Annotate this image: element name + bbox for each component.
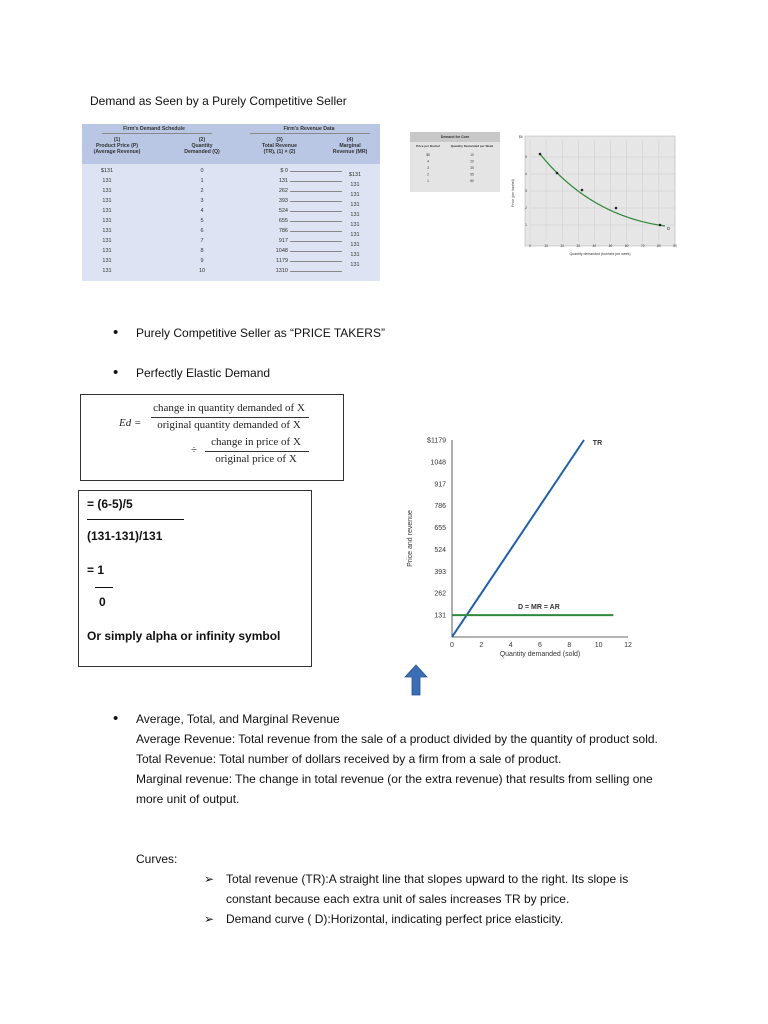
- table-bracket-line: [290, 221, 342, 222]
- corn-quantity-cell: 35: [470, 166, 474, 170]
- corn-price-cell: 4: [427, 159, 429, 164]
- tr-ytick: 786: [434, 503, 446, 511]
- corn-table-h1: Price per Bushel: [416, 144, 440, 148]
- calc-line2: (131-131)/131: [87, 529, 163, 543]
- curve-demand-text: Demand curve ( D):Horizontal, indicating perfect price elasticity.: [226, 912, 564, 926]
- quantity-cell: 0: [200, 168, 204, 174]
- tr-ytick: 917: [434, 481, 446, 489]
- tr-xtick: 2: [479, 642, 484, 649]
- corn-ytick: 3: [525, 189, 527, 193]
- corn-xtick: 50: [608, 244, 613, 248]
- total-revenue-cell: 786: [278, 228, 288, 234]
- col4-num: (4): [346, 137, 354, 143]
- demand-schedule-table: [82, 124, 380, 281]
- def-marginal-revenue: Marginal revenue: The change in total revenue (or the extra revenue) that results from selling one more unit of output.: [136, 772, 653, 806]
- corn-ytick: 4: [525, 172, 527, 176]
- quantity-cell: 1: [200, 178, 204, 184]
- corn-quantity-cell: 80: [470, 179, 474, 183]
- bullet-text: Purely Competitive Seller as “PRICE TAKERS”: [136, 326, 385, 340]
- price-cell: 131: [102, 268, 112, 274]
- table-bracket-line: [290, 171, 342, 172]
- table-bracket-line: [290, 201, 342, 202]
- price-cell: 131: [102, 258, 112, 264]
- tr-label: TR: [592, 439, 603, 447]
- demand-label: D = MR = AR: [518, 604, 560, 612]
- table-bracket-line: [290, 271, 342, 272]
- total-revenue-cell: 1048: [275, 248, 288, 254]
- marginal-revenue-cell: 131: [350, 242, 360, 248]
- corn-quantity-cell: 55: [470, 172, 474, 177]
- def-average-revenue: Average Revenue: Total revenue from the sale of a product divided by the quantity of product sold.: [136, 732, 658, 746]
- col1-num: (1): [113, 137, 121, 143]
- revenue-definitions: [136, 729, 676, 809]
- col4-sub: Revenue (MR): [332, 149, 368, 155]
- col2-num: (2): [198, 137, 206, 143]
- tr-xtick: 12: [624, 642, 632, 649]
- table-bracket-line: [290, 261, 342, 262]
- col3-head: Total Revenue: [261, 143, 298, 149]
- table-bracket-line: [290, 241, 342, 242]
- price-cell: $131: [100, 168, 114, 174]
- quantity-cell: 10: [198, 268, 206, 274]
- curve-tr: ➢ Total revenue (TR):A straight line that slopes upward to the right. Its slope is constant because each extra unit of sales increases TR by price.: [204, 869, 674, 909]
- formula-num1: change in quantity demanded of X: [153, 402, 305, 414]
- formula-den2: original price of X: [215, 453, 297, 465]
- corn-table-title: Demand for Corn: [440, 135, 470, 139]
- price-cell: 131: [102, 178, 112, 184]
- col3-num: (3): [276, 137, 283, 143]
- tr-xtick: 10: [594, 642, 603, 649]
- corn-xtick: 70: [641, 244, 645, 248]
- corn-ytick: 2: [525, 206, 527, 210]
- quantity-cell: 6: [200, 228, 204, 234]
- corn-price-cell: 1: [427, 179, 429, 183]
- marginal-revenue-cell: 131: [350, 182, 360, 188]
- corn-xtick: 40: [592, 244, 597, 248]
- table-bracket-line: [290, 211, 342, 212]
- total-revenue-cell: 917: [278, 238, 288, 244]
- tr-xtick: 0: [450, 642, 454, 649]
- bullet-price-takers: • Purely Competitive Seller as “PRICE TAKERS”: [113, 324, 385, 341]
- up-arrow-icon: [404, 664, 428, 696]
- col2-sub: Demanded (Q): [184, 149, 220, 155]
- price-cell: 131: [102, 228, 112, 234]
- calc-line4: 0: [99, 595, 106, 609]
- corn-xtick: 60: [624, 244, 629, 248]
- corn-xlabel: Quantity demanded (bushels per week): [569, 252, 631, 256]
- bullet-text: Average, Total, and Marginal Revenue: [136, 712, 340, 726]
- marginal-revenue-cell: 131: [350, 252, 360, 258]
- curve-demand: ➢ Demand curve ( D):Horizontal, indicating perfect price elasticity.: [204, 909, 674, 929]
- tr-ytick: 262: [434, 590, 446, 598]
- formula-lhs: Ed =: [119, 417, 142, 429]
- table-bracket-line: [290, 251, 342, 252]
- quantity-cell: 2: [200, 188, 204, 194]
- quantity-cell: 3: [200, 198, 204, 204]
- tr-ytick: 524: [434, 546, 446, 554]
- price-cell: 131: [102, 188, 112, 194]
- quantity-cell: 9: [200, 258, 204, 264]
- corn-ytick: 1: [525, 223, 527, 227]
- col4-head: Marginal: [339, 143, 361, 149]
- total-revenue-cell: 1310: [275, 268, 288, 274]
- tr-ytick: 393: [434, 568, 446, 576]
- total-revenue-cell: 393: [278, 198, 288, 204]
- quantity-cell: 4: [200, 208, 204, 214]
- quantity-cell: 5: [200, 218, 204, 224]
- table-group2: Firm's Revenue Data: [283, 126, 335, 132]
- corn-ylim-label: $6: [519, 135, 523, 139]
- tr-xtick: 4: [508, 642, 513, 649]
- calc-line1: = (6-5)/5: [87, 497, 133, 511]
- curve-tr-text: Total revenue (TR):A straight line that slopes upward to the right. Its slope is constant because each extra unit of sales increases TR by price.: [226, 872, 629, 906]
- elasticity-calculation: [78, 490, 312, 667]
- price-cell: 131: [102, 238, 112, 244]
- marginal-revenue-cell: 131: [350, 222, 360, 228]
- marginal-revenue-cell: 131: [350, 212, 360, 218]
- formula-den1: original quantity demanded of X: [157, 419, 301, 431]
- price-cell: 131: [102, 218, 112, 224]
- total-revenue-cell: $ 0: [280, 168, 288, 174]
- tr-chart-ylabel: Price and revenue: [407, 510, 414, 567]
- corn-quantity-cell: 20: [470, 159, 474, 164]
- total-revenue-cell: 1179: [276, 258, 288, 264]
- total-revenue-cell: 131: [278, 178, 288, 184]
- price-cell: 131: [102, 208, 112, 214]
- corn-xtick: 0: [529, 244, 531, 248]
- total-revenue-cell: 262: [278, 188, 288, 194]
- marginal-revenue-cell: 131: [350, 192, 360, 198]
- marginal-revenue-cell: 131: [350, 232, 360, 238]
- tr-xtick: 6: [538, 642, 542, 649]
- curves-heading: Curves:: [136, 852, 178, 866]
- def-total-revenue: Total Revenue: Total number of dollars received by a firm from a sale of product.: [136, 752, 562, 766]
- corn-demand-figure: [410, 128, 680, 258]
- total-revenue-cell: 524: [278, 208, 288, 214]
- tr-ytick: $1179: [427, 437, 446, 445]
- table-bracket-line: [290, 181, 342, 182]
- corn-price-cell: 3: [427, 166, 429, 170]
- corn-xtick: 10: [544, 244, 548, 248]
- tr-xtick: 8: [567, 642, 572, 649]
- tr-ytick: 131: [434, 612, 446, 620]
- corn-curve-label: D: [667, 226, 671, 231]
- bullet-elastic-demand: • Perfectly Elastic Demand: [113, 364, 271, 381]
- calc-line3: = 1: [87, 563, 105, 577]
- quantity-cell: 8: [200, 248, 204, 254]
- corn-table-h2: Quantity Demanded per Week: [450, 144, 494, 148]
- corn-quantity-cell: 10: [470, 153, 474, 157]
- tr-ytick: 1048: [430, 459, 446, 467]
- tr-ytick: 655: [434, 525, 446, 533]
- price-cell: 131: [102, 248, 112, 254]
- bullet-revenue: • Average, Total, and Marginal Revenue: [113, 710, 340, 727]
- calc-line5: Or simply alpha or infinity symbol: [87, 629, 281, 643]
- total-revenue-cell: 655: [278, 218, 288, 224]
- page-title: Demand as Seen by a Purely Competitive Seller: [90, 94, 347, 108]
- corn-xtick: 90: [673, 244, 677, 248]
- corn-price-cell: $5: [426, 153, 430, 157]
- bullet-text: Perfectly Elastic Demand: [136, 366, 271, 380]
- table-bracket-line: [290, 191, 342, 192]
- elasticity-formula: [80, 394, 344, 481]
- price-cell: 131: [102, 198, 112, 204]
- col1-head: Product Price (P): [95, 143, 139, 149]
- corn-xtick: 80: [657, 244, 661, 248]
- marginal-revenue-cell: $131: [348, 172, 362, 178]
- col3-sub: (TR), (1) × (2): [263, 149, 296, 155]
- tr-chart-xlabel: Quantity demanded (sold): [499, 651, 581, 658]
- corn-xtick: 30: [576, 244, 581, 248]
- corn-xtick: 20: [560, 244, 564, 248]
- marginal-revenue-cell: 131: [350, 262, 360, 268]
- tr-chart: [400, 430, 632, 658]
- formula-num2: change in price of X: [211, 436, 301, 448]
- col1-sub: (Average Revenue): [93, 149, 141, 155]
- col2-head: Quantity: [191, 143, 213, 149]
- table-group1: Firm's Demand Schedule: [123, 126, 185, 132]
- formula-div: ÷: [191, 444, 198, 456]
- corn-ylabel: Price (per bushel): [511, 179, 515, 207]
- corn-ytick: 5: [525, 155, 527, 159]
- corn-price-cell: 2: [427, 172, 429, 177]
- marginal-revenue-cell: 131: [350, 202, 360, 208]
- quantity-cell: 7: [200, 238, 204, 244]
- table-bracket-line: [290, 231, 342, 232]
